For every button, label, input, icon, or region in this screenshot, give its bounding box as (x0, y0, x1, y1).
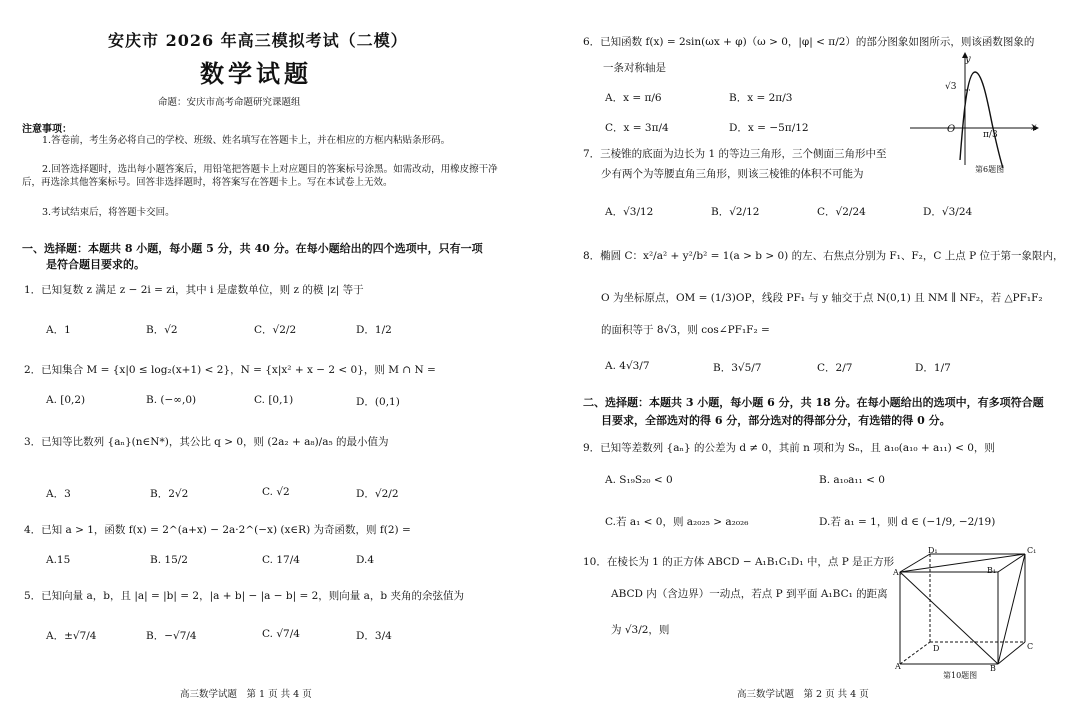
q3-option-c: C. √2 (262, 486, 290, 498)
q7-option-c: C．√2/24 (817, 206, 866, 218)
cube-label-d: D (933, 644, 940, 653)
subject-title: 数学试题 (200, 59, 312, 88)
question-5-stem: 5．已知向量 a，b，且 |a| = |b| = 2，|a + b| − |a − b| = 2，则向量 a，b 夹角的余弦值为 (24, 590, 464, 602)
cube-label-c1: C₁ (1027, 546, 1037, 555)
q7-option-d: D．√3/24 (923, 206, 973, 218)
question-3-stem: 3．已知等比数列 {aₙ}(n∈N*)，其公比 q > 0，则 (2a₂ + a₈)/a₅ 的最小值为 (24, 436, 389, 448)
q6-sqrt3-label: √3 (945, 82, 957, 92)
cube-label-a1: A₁ (893, 568, 902, 577)
notice-1: 1.答卷前，考生务必将自己的学校、班级、姓名填写在答题卡上，并在相应的方框内粘贴条形码。 (42, 135, 451, 146)
q6-option-d: D．x = −5π/12 (729, 122, 809, 134)
q6-option-b: B．x = 2π/3 (729, 92, 793, 104)
q7-option-a: A．√3/12 (605, 206, 654, 218)
q1-option-a: A．1 (46, 324, 71, 336)
page-1-footer: 高三数学试题 第 1 页 共 4 页 (180, 689, 312, 700)
section2-heading-cont: 目要求，全部选对的得 6 分，部分选对的得部分分，有选错的得 0 分。 (601, 414, 951, 427)
question-1-stem: 1．已知复数 z 满足 z − 2i = zi，其中 i 是虚数单位，则 z 的模 |z| 等于 (24, 284, 364, 296)
q8-option-d: D．1/7 (915, 362, 951, 374)
q6-option-a: A．x = π/6 (605, 92, 662, 104)
q6-option-c: C．x = 3π/4 (605, 122, 669, 134)
question-7-stem: 7．三棱锥的底面为边长为 1 的等边三角形，三个侧面三角形中至 (583, 148, 887, 160)
q2-option-b: B. (−∞,0) (146, 394, 197, 406)
q9-option-d: D.若 a₁ = 1，则 d ∈ (−1/9, −2/19) (819, 516, 996, 528)
q1-option-d: D．1/2 (356, 324, 392, 336)
q2-option-a: A. [0,2) (46, 394, 86, 406)
q5-option-d: D．3/4 (356, 630, 392, 642)
plane-a1b (900, 572, 998, 664)
cube-label-a: A (895, 662, 901, 671)
page-2-footer: 高三数学试题 第 2 页 共 4 页 (737, 689, 869, 700)
plane-a1c1 (900, 554, 1025, 572)
exam-title: 安庆市 2026 年高三模拟考试（二模） (108, 31, 408, 50)
cube-edge-ad (900, 642, 930, 664)
q6-figure-caption: 第6题图 (975, 165, 1005, 174)
q9-option-a: A. S₁₉S₂₀ < 0 (605, 474, 673, 486)
notice-3: 3.考试结束后，将答题卡交回。 (42, 207, 175, 218)
q4-option-b: B. 15/2 (150, 554, 188, 566)
question-10-stem-cont2: 为 √3/2，则 (611, 624, 670, 636)
q7-option-b: B．√2/12 (711, 206, 760, 218)
question-8-stem-cont: O 为坐标原点，OM = (1/3)OP，线段 PF₁ 与 y 轴交于点 N(0,1) 且 NM ∥ NF₂，若 △PF₁F₂ (601, 292, 1043, 304)
setter-line: 命题：安庆市高考命题研究课题组 (158, 97, 301, 108)
plane-c1b (998, 554, 1025, 664)
q9-option-c: C.若 a₁ < 0，则 a₂₀₂₅ > a₂₀₂₆ (605, 516, 749, 528)
q1-option-b: B．√2 (146, 324, 178, 336)
q6-y-label: y (965, 54, 971, 65)
cube-label-c: C (1027, 642, 1034, 651)
q6-x-label: x (1031, 122, 1037, 133)
notice-2: 2.回答选择题时，选出每小题答案后，用铅笔把答题卡上对应题目的答案标号涂黑。如需改动，用橡皮擦干净后，再选涂其他答案标号。回答非选择题时，将答案写在答题卡上。写在本试卷上无效。 (22, 164, 498, 188)
q8-option-c: C．2/7 (817, 362, 853, 374)
q5-option-b: B．−√7/4 (146, 630, 197, 642)
question-2-stem: 2．已知集合 M = {x|0 ≤ log₂(x+1) < 2}，N = {x|x² + x − 2 < 0}，则 M ∩ N = (24, 364, 436, 376)
question-6-stem: 6．已知函数 f(x) = 2sin(ωx + φ)（ω > 0，|φ| < π/2）的部分图象如图所示，则该函数图象的 (583, 36, 1035, 48)
q6-sine-graph-figure (905, 50, 1045, 175)
q5-option-a: A．±√7/4 (46, 630, 97, 642)
cube-edge-bc (998, 642, 1025, 664)
q4-option-c: C. 17/4 (262, 554, 300, 566)
q5-option-c: C. √7/4 (262, 628, 300, 640)
q4-option-a: A.15 (46, 554, 71, 566)
question-8-stem-cont2: 的面积等于 8√3，则 cos∠PF₁F₂ = (601, 324, 770, 336)
q6-pi3-label: π/3 (983, 130, 998, 140)
cube-label-b1: B₁ (987, 566, 997, 575)
exam-page-2 (535, 0, 1070, 708)
question-10-stem-cont: ABCD 内（含边界）一动点，若点 P 到平面 A₁BC₁ 的距离 (611, 588, 888, 600)
q2-option-c: C. [0,1) (254, 394, 294, 406)
q3-option-b: B．2√2 (150, 488, 189, 500)
section1-heading: 一、选择题：本题共 8 小题，每小题 5 分，共 40 分。在每小题给出的四个选项中，只有一项 (22, 242, 483, 255)
q4-option-d: D.4 (356, 554, 375, 566)
cube-edge-a1d1 (900, 554, 930, 572)
question-4-stem: 4．已知 a > 1，函数 f(x) = 2^(a+x) − 2a·2^(−x) (x∈R) 为奇函数，则 f(2) = (24, 524, 411, 536)
q10-cube-figure (890, 546, 1060, 676)
q9-option-b: B. a₁₀a₁₁ < 0 (819, 474, 885, 486)
question-9-stem: 9．已知等差数列 {aₙ} 的公差为 d ≠ 0，其前 n 项和为 Sₙ，且 a₁₀(a₁₀ + a₁₁) < 0，则 (583, 442, 995, 454)
cube-label-b: B (990, 664, 996, 673)
q8-option-b: B．3√5/7 (713, 362, 762, 374)
question-10-stem: 10．在棱长为 1 的正方体 ABCD − A₁B₁C₁D₁ 中，点 P 是正方形 (583, 556, 895, 568)
cube-label-d1: D₁ (928, 546, 938, 555)
section2-heading: 二、选择题：本题共 3 小题，每小题 6 分，共 18 分。在每小题给出的选项中，有多项符合题 (583, 396, 1044, 409)
q1-option-c: C．√2/2 (254, 324, 297, 336)
q2-option-d: D．(0,1) (356, 396, 400, 408)
question-6-stem-cont: 一条对称轴是 (603, 62, 666, 74)
q6-curve (960, 72, 1003, 168)
section1-heading-cont: 是符合题目要求的。 (46, 258, 145, 271)
notice-heading: 注意事项： (22, 124, 72, 135)
q3-option-a: A．3 (46, 488, 71, 500)
question-7-stem-cont: 少有两个为等腰直角三角形，则该三棱锥的体积不可能为 (601, 168, 864, 180)
q3-option-d: D．√2/2 (356, 488, 399, 500)
q10-figure-caption: 第10题图 (943, 671, 978, 680)
q6-origin-label: O (947, 124, 956, 135)
question-8-stem: 8．椭圆 C：x²/a² + y²/b² = 1(a > b > 0) 的左、右焦点分别为 F₁、F₂，C 上点 P 位于第一象限内， (583, 250, 1064, 262)
q8-option-a: A. 4√3/7 (605, 360, 650, 372)
